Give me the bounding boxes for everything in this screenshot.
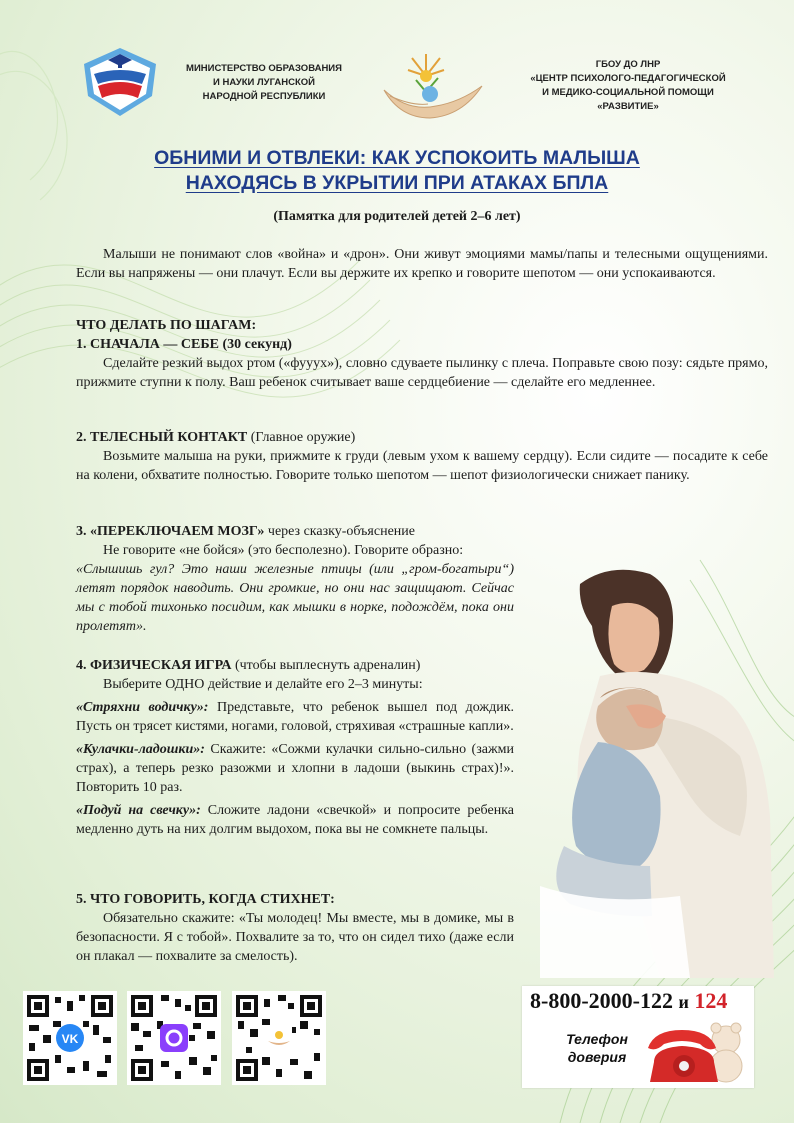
vk-qr-icon bbox=[23, 991, 117, 1085]
step3-heading: 3. «ПЕРЕКЛЮЧАЕМ МОЗГ» bbox=[76, 524, 265, 539]
ministry-name-line: И НАУКИ ЛУГАНСКОЙ bbox=[213, 77, 315, 88]
intro-section bbox=[76, 245, 768, 283]
hotline-main-number: 8-800-2000-122 bbox=[530, 988, 673, 1013]
hotline-label-line: доверия bbox=[567, 1049, 627, 1065]
step3-quote: «Слышишь гул? Это наши железные птицы (или „гром-богатыри“) летят порядок наводить. Они громкие, но они нас защищают. Сейчас мы с тобой тихонько посидим, как мышки в норке, подождём, пока они пролетят». bbox=[76, 562, 514, 634]
max-qr-icon bbox=[127, 991, 221, 1085]
page-title bbox=[40, 146, 754, 196]
game-text: Сложите ладони «свечкой» и попросите ребенка медленно дуть на них долгим выдохом, пока вы не сомкнете пальцы. bbox=[76, 803, 514, 837]
step4-heading: 4. ФИЗИЧЕСКАЯ ИГРА bbox=[76, 658, 232, 673]
step1-text: Сделайте резкий выдох ртом («фууух»), словно сдуваете пылинку с плеча. Поправьте свою позу: сядьте прямо, прижмите ступни к полу. Ваш ребенок считывает ваше сердцебиение — сделайте его медленнее. bbox=[76, 356, 768, 390]
step4-text: Выберите ОДНО действие и делайте его 2–3 минуты: bbox=[103, 677, 423, 692]
intro-text: Малыши не понимают слов «война» и «дрон». Они живут эмоциями мамы/папы и телесными ощущениями. Если вы напряжены — они плачут. Если вы держите их крепко и говорите шепотом — они успокаиваются. bbox=[76, 247, 768, 281]
center-name-line: «ЦЕНТР ПСИХОЛОГО-ПЕДАГОГИЧЕСКОЙ bbox=[530, 73, 726, 84]
step4-heading-note: (чтобы выплеснуть адреналин) bbox=[234, 658, 421, 673]
ministry-name-line: НАРОДНОЙ РЕСПУБЛИКИ bbox=[202, 91, 326, 102]
hotline-label-line: Телефон bbox=[566, 1031, 628, 1047]
steps-heading: ЧТО ДЕЛАТЬ ПО ШАГАМ: bbox=[76, 318, 257, 333]
svg-text:VK: VK bbox=[61, 1032, 79, 1046]
step5-section bbox=[76, 890, 514, 966]
hotline-number bbox=[530, 988, 727, 1014]
center-name-line: И МЕДИКО-СОЦИАЛЬНОЙ ПОМОЩИ bbox=[542, 87, 714, 98]
game-text: Представьте, что ребенок вышел под дождик. Пусть он трясет кистями, ногами, головой, стряхивая «страшные капли». bbox=[76, 700, 515, 734]
step1-heading: 1. СНАЧАЛА — СЕБЕ (30 секунд) bbox=[76, 337, 292, 352]
ministry-name bbox=[164, 62, 364, 104]
game-text: Скажите: «Сожми кулачки сильно-сильно (зажми страх), а теперь резко разожми и хлопни в ладоши (выкинь страх)!». Повторить 10 раз. bbox=[76, 742, 514, 795]
step3-section bbox=[76, 522, 514, 636]
step2-heading: 2. ТЕЛЕСНЫЙ КОНТАКТ bbox=[76, 430, 248, 445]
hotline-card bbox=[522, 986, 754, 1088]
hotline-short-number: 124 bbox=[694, 988, 728, 1013]
ministry-name-line: МИНИСТЕРСТВО ОБРАЗОВАНИЯ bbox=[186, 63, 342, 74]
step2-section bbox=[76, 428, 768, 485]
hotline-conjunction: и bbox=[678, 992, 689, 1012]
ministry-emblem-icon bbox=[80, 44, 160, 120]
hands-flower-logo-icon bbox=[378, 46, 488, 122]
game-name: «Кулачки-ладошки»: bbox=[76, 742, 205, 757]
step2-text: Возьмите малыша на руки, прижмите к груди (левым ухом к вашему сердцу). Если сидите — посадите к себе на колени, обхватите полностью. Говорите только шепотом — шепот физиологически снижает панику. bbox=[76, 449, 768, 483]
subtitle: (Памятка для родителей детей 2–6 лет) bbox=[273, 209, 521, 224]
game-item bbox=[76, 801, 514, 839]
center-name-line: «РАЗВИТИЕ» bbox=[597, 101, 659, 112]
step5-heading: 5. ЧТО ГОВОРИТЬ, КОГДА СТИХНЕТ: bbox=[76, 892, 335, 907]
step3-text: Не говорите «не бойся» (это бесполезно). Говорите образно: bbox=[103, 543, 464, 558]
center-name bbox=[504, 58, 752, 114]
game-item bbox=[76, 740, 514, 797]
step2-heading-note: (Главное оружие) bbox=[250, 430, 356, 445]
title-line-2: НАХОДЯСЬ В УКРЫТИИ ПРИ АТАКАХ БПЛА bbox=[185, 172, 609, 194]
game-name: «Подуй на свечку»: bbox=[76, 803, 201, 818]
step3-heading-note: через сказку-объяснение bbox=[267, 524, 415, 539]
game-item bbox=[76, 698, 514, 736]
step5-text: Обязательно скажите: «Ты молодец! Мы вместе, мы в домике, мы в безопасности. Я с тобой». Похвалите за то, что он сидел тихо (даже если он плакал — похвалите за смелость). bbox=[76, 911, 514, 964]
hotline-label bbox=[552, 1030, 642, 1066]
site-qr-icon bbox=[232, 991, 326, 1085]
center-name-line: ГБОУ ДО ЛНР bbox=[595, 59, 661, 70]
mother-hugging-child-photo bbox=[540, 566, 774, 978]
step4-section bbox=[76, 656, 514, 839]
red-phone-teddy-icon bbox=[634, 1018, 752, 1086]
game-name: «Стряхни водичку»: bbox=[76, 700, 209, 715]
step1-section bbox=[76, 316, 768, 392]
title-line-1: ОБНИМИ И ОТВЛЕКИ: КАК УСПОКОИТЬ МАЛЫША bbox=[154, 147, 640, 169]
